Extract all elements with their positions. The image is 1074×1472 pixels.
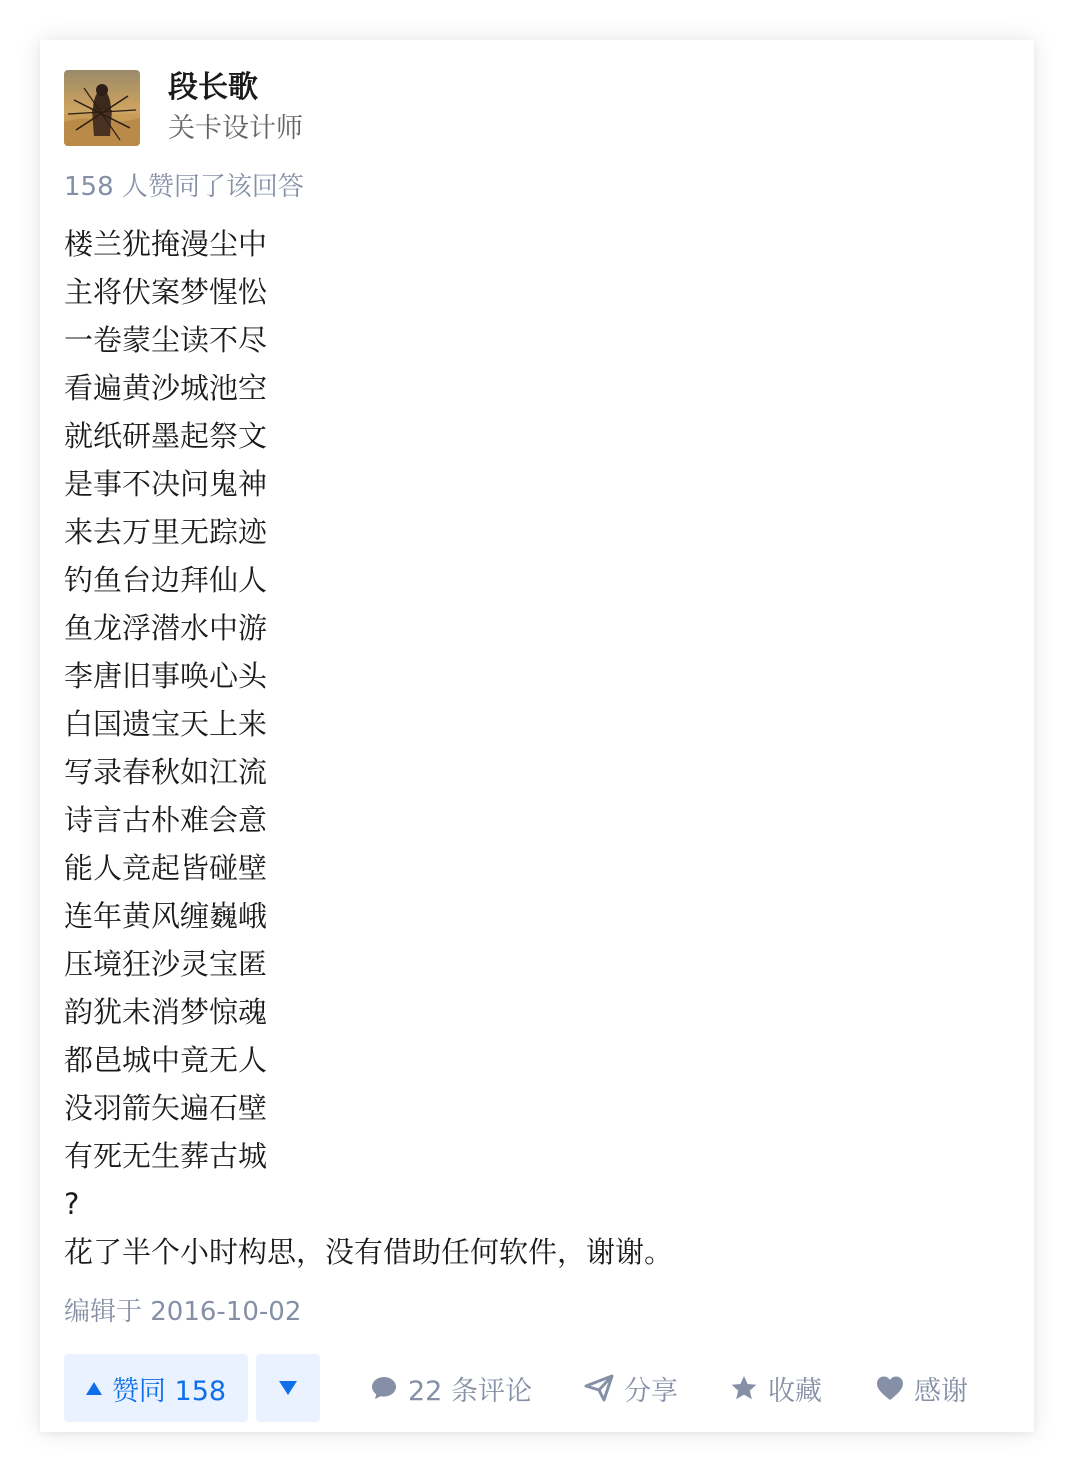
content-line: 就纸研墨起祭文 [64, 419, 268, 453]
downvote-triangle-icon [279, 1381, 297, 1395]
share-label: 分享 [624, 1375, 678, 1407]
avatar[interactable] [64, 70, 140, 146]
action-bar [64, 1354, 1010, 1422]
content-line: 是事不决问鬼神 [64, 467, 268, 501]
content-line: 写录春秋如江流 [64, 755, 268, 789]
favorite-button[interactable] [730, 1354, 822, 1422]
share-icon [584, 1374, 614, 1402]
content-line: ? [64, 1187, 80, 1221]
content-line: 有死无生葬古城 [64, 1139, 268, 1173]
upvote-triangle-icon [86, 1382, 102, 1395]
answer-content [64, 220, 1004, 1276]
thanks-label: 感谢 [914, 1375, 968, 1407]
author-name[interactable]: 段长歌 [168, 70, 258, 105]
favorite-label: 收藏 [768, 1375, 822, 1407]
content-line: 花了半个小时构思，没有借助任何软件，谢谢。 [64, 1235, 674, 1269]
content-line: 韵犹未消梦惊魂 [64, 995, 268, 1029]
content-line: 看遍黄沙城池空 [64, 371, 268, 405]
content-line: 压境狂沙灵宝匿 [64, 947, 268, 981]
content-line: 白国遗宝天上来 [64, 707, 268, 741]
content-line: 能人竞起皆碰壁 [64, 851, 268, 885]
vote-count-text: 158 人赞同了该回答 [64, 172, 304, 202]
content-line: 李唐旧事唤心头 [64, 659, 268, 693]
answer-card [40, 40, 1034, 1432]
author-headline: 关卡设计师 [168, 113, 303, 144]
share-button[interactable] [584, 1354, 678, 1422]
upvote-button[interactable] [64, 1354, 248, 1422]
comments-label: 22 条评论 [408, 1375, 532, 1407]
star-icon [730, 1374, 758, 1402]
content-line: 诗言古朴难会意 [64, 803, 268, 837]
content-line: 钓鱼台边拜仙人 [64, 563, 268, 597]
upvote-label: 赞同 158 [111, 1375, 227, 1407]
content-line: 都邑城中竟无人 [64, 1043, 268, 1077]
heart-icon [876, 1375, 904, 1401]
content-line: 主将伏案梦惺忪 [64, 275, 268, 309]
thanks-button[interactable] [876, 1354, 968, 1422]
content-line: 一卷蒙尘读不尽 [64, 323, 268, 357]
downvote-button[interactable] [256, 1354, 320, 1422]
content-line: 没羽箭矢遍石壁 [64, 1091, 268, 1125]
comment-icon [370, 1374, 398, 1402]
content-line: 来去万里无踪迹 [64, 515, 268, 549]
edited-date[interactable]: 编辑于 2016-10-02 [64, 1297, 302, 1327]
content-line: 鱼龙浮潜水中游 [64, 611, 268, 645]
content-line: 连年黄风缠巍峨 [64, 899, 268, 933]
content-line: 楼兰犹掩漫尘中 [64, 227, 268, 261]
comments-button[interactable] [370, 1354, 532, 1422]
